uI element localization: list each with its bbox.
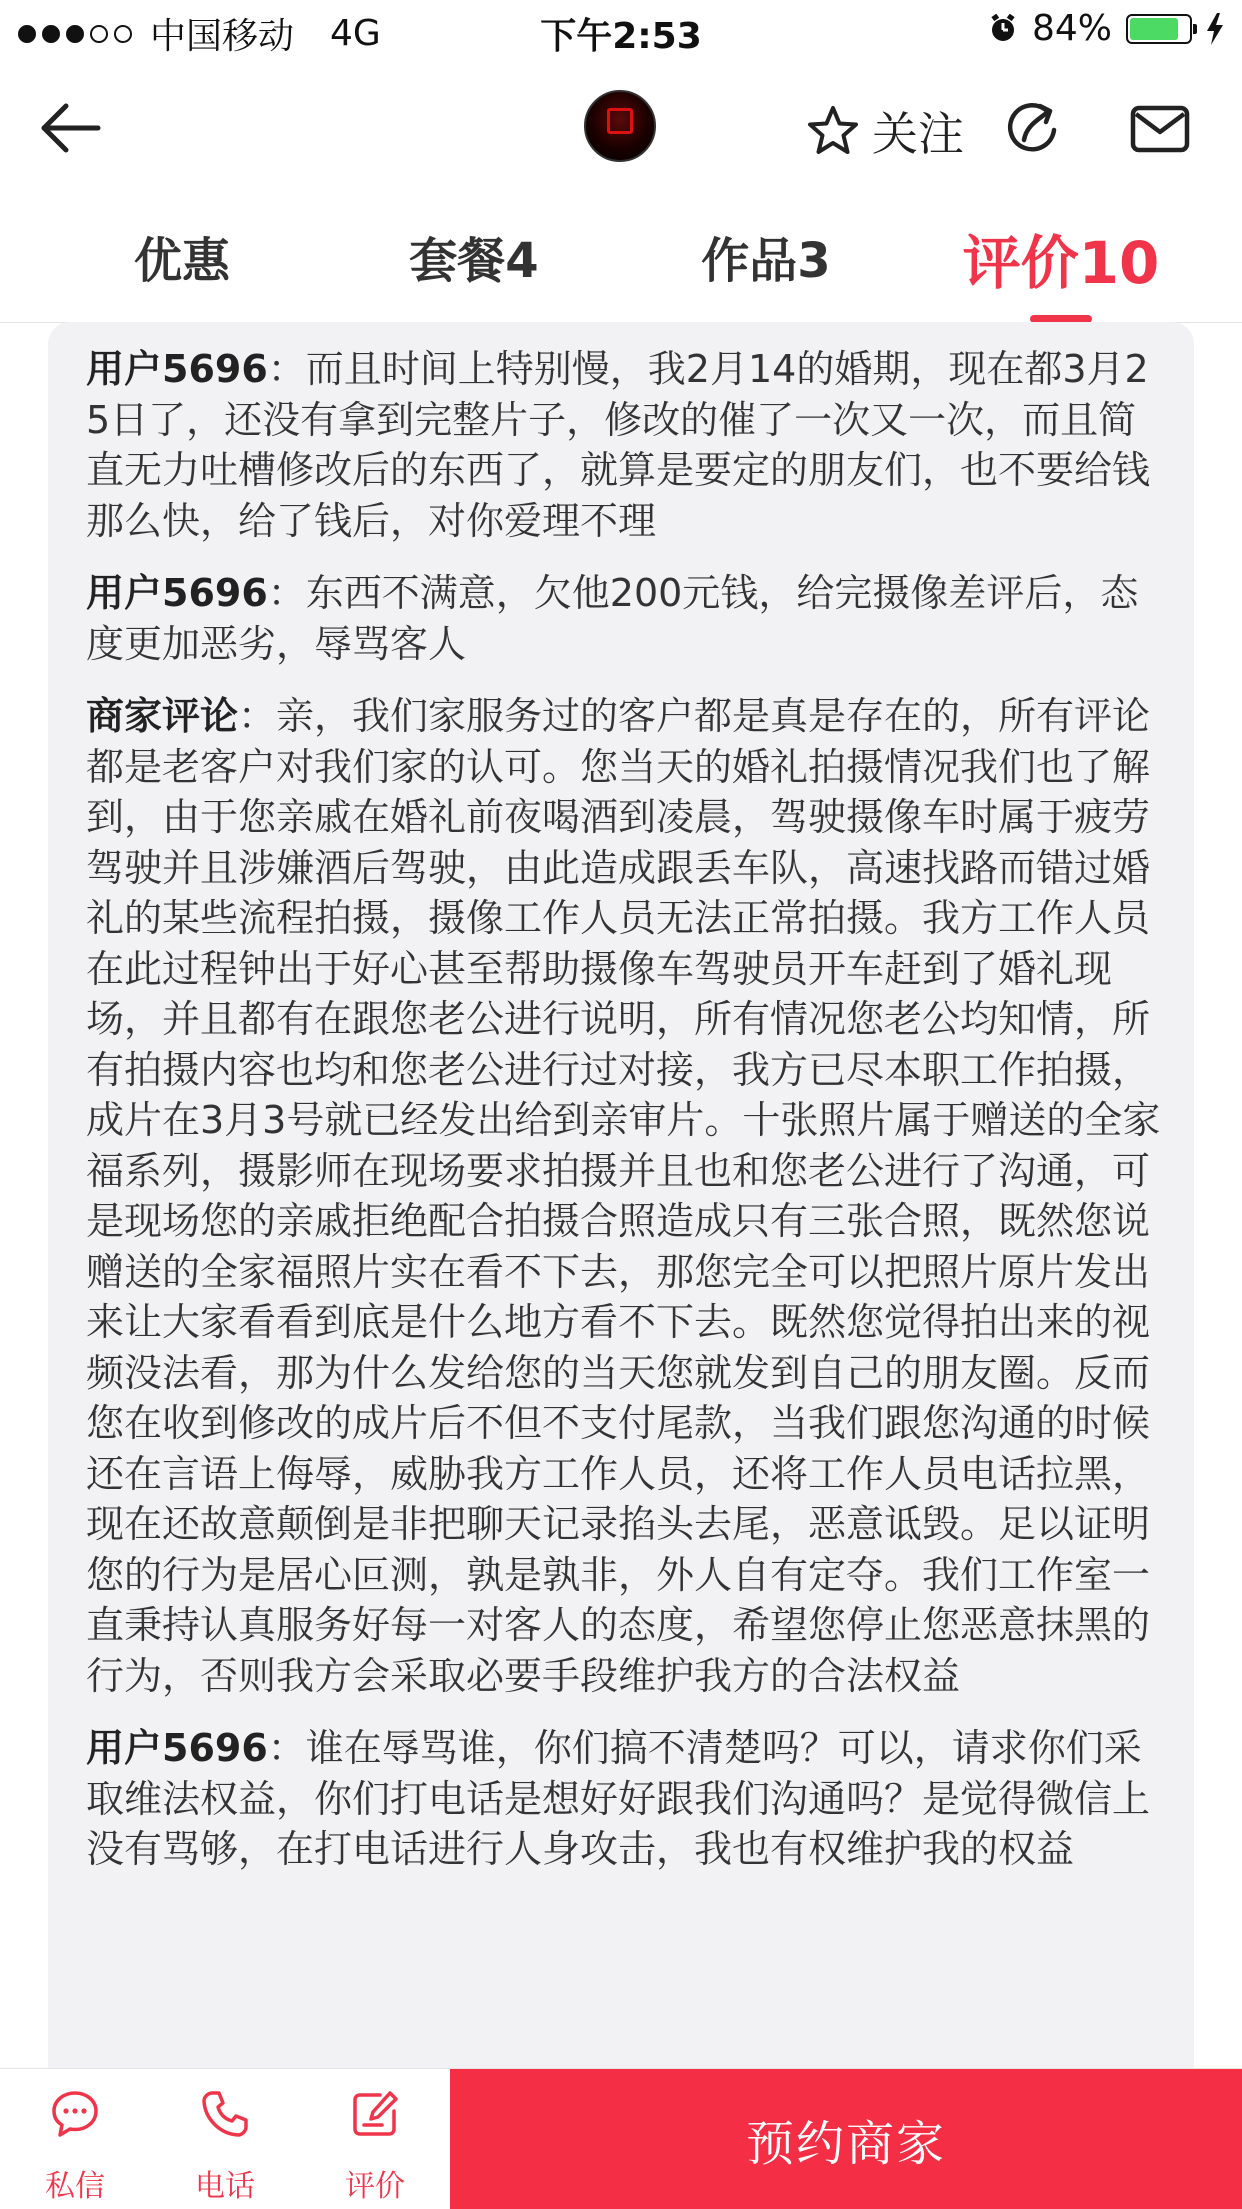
carrier-name: 中国移动 [150,16,295,57]
phone-button[interactable] [150,2069,300,2209]
tab-packages[interactable]: 套餐4 [409,233,539,289]
mail-icon[interactable] [1130,104,1190,154]
status-time: 下午2:53 [540,16,702,57]
review-button[interactable] [300,2069,450,2209]
comment-author[interactable]: 用户5696 [86,347,268,391]
alarm-icon [988,14,1018,44]
message-button[interactable] [0,2069,150,2209]
status-right [988,8,1224,49]
tab-bar [0,192,1242,323]
comment-separator: ： [267,571,306,615]
comment-separator: ： [267,1726,306,1770]
comment-author[interactable]: 用户5696 [86,1726,268,1770]
comment-author[interactable]: 用户5696 [86,571,268,615]
status-bar [0,0,1242,62]
nav-bar [0,62,1242,192]
comment-item [86,344,1162,546]
charging-icon [1206,13,1224,45]
follow-button[interactable] [806,98,964,164]
book-merchant-button[interactable]: 预约商家 [450,2069,1242,2209]
store-logo-mark [607,108,633,134]
comment-author: 商家评论 [86,694,239,738]
battery-fill [1130,18,1178,40]
battery-percent: 84% [1031,8,1112,49]
follow-label: 关注 [872,107,964,161]
tab-offers[interactable]: 优惠 [133,233,230,289]
comment-text: 东西不满意，欠他200元钱，给完摄像差评后，态度更加恶劣，辱骂客人 [86,571,1139,666]
review-label: 评价 [345,2169,405,2204]
star-icon [806,104,860,158]
comment-text: 谁在辱骂谁，你们搞不清楚吗？可以，请求你们采取维法权益，你们打电话是想好好跟我们沟通吗？是觉得微信上没有骂够，在打电话进行人身攻击，我也有权维护我的权益 [86,1726,1151,1871]
comment-list [86,344,1162,1897]
chat-bubble-icon [50,2089,100,2139]
comment-text: 亲，我们家服务过的客户都是真是存在的，所有评论都是老客户对我们家的认可。您当天的婚礼拍摄情况我们也了解到，由于您亲戚在婚礼前夜喝酒到凌晨，驾驶摄像车时属于疲劳驾驶并且涉嫌酒后驾驶，由此造成跟丢车队，高速找路而错过婚礼的某些流程拍摄，摄像工作人员无法正常拍摄。我方工作人员在此过程钟出于好心甚至帮助摄像车驾驶员开车赶到了婚礼现场，并且都有在跟您老公进行说明，所有情况您老公均知情，所有拍摄内容也均和您老公进行过对接，我方已尽本职工作拍摄，成片在3月3号就已经发出给到亲审片。十张照片属于赠送的全家福系列，摄影师在现场要求拍摄并且也和您老公进行了沟通，可是现场您的亲戚拒绝配合拍摄合照造成只有三张合照，既然您说赠送的全家福照片实在看不下去，那您完全可以把照片原片发出来让大家看看到底是什么地方看不下去。既然您觉得拍出来的视频没法看，那为什么发给您的当天您就发到自己的朋友圈。反而您在收到修改的成片后不但不支付尾款，当我们跟您沟通的时候还在言语上侮辱，威胁我方工作人员，还将工作人员电话拉黑，现在还故意颠倒是非把聊天记录掐头去尾，恶意诋毁。足以证明您的行为是居心叵测，孰是孰非，外人自有定夺。我们工作室一直秉持认真服务好每一对客人的态度，希望您停止您恶意抹黑的行为，否则我方会采取必要手段维护我方的合法权益 [86,694,1161,1698]
back-arrow-icon[interactable] [36,98,106,158]
network-type: 4G [330,13,381,54]
message-label: 私信 [45,2169,105,2204]
share-icon[interactable] [1004,100,1062,158]
phone-icon [200,2089,250,2139]
edit-review-icon [350,2089,400,2139]
comment-separator: ： [238,694,277,738]
battery-icon [1126,14,1192,44]
comment-item [86,1723,1162,1875]
comment-text: 而且时间上特别慢，我2月14的婚期，现在都3月25日了，还没有拿到完整片子，修改的催了一次又一次，而且简直无力吐槽修改后的东西了，就算是要定的朋友们，也不要给钱那么快，给了钱后，对你爱理不理 [86,347,1151,543]
comment-item [86,568,1162,669]
phone-label: 电话 [195,2169,255,2204]
merchant-reply [86,691,1162,1701]
tab-reviews[interactable]: 评价10 [962,229,1160,297]
store-logo[interactable] [584,90,656,162]
tab-works[interactable]: 作品3 [701,233,831,289]
review-card [48,322,1194,2068]
bottom-action-bar [0,2068,1242,2209]
comment-separator: ： [267,347,306,391]
